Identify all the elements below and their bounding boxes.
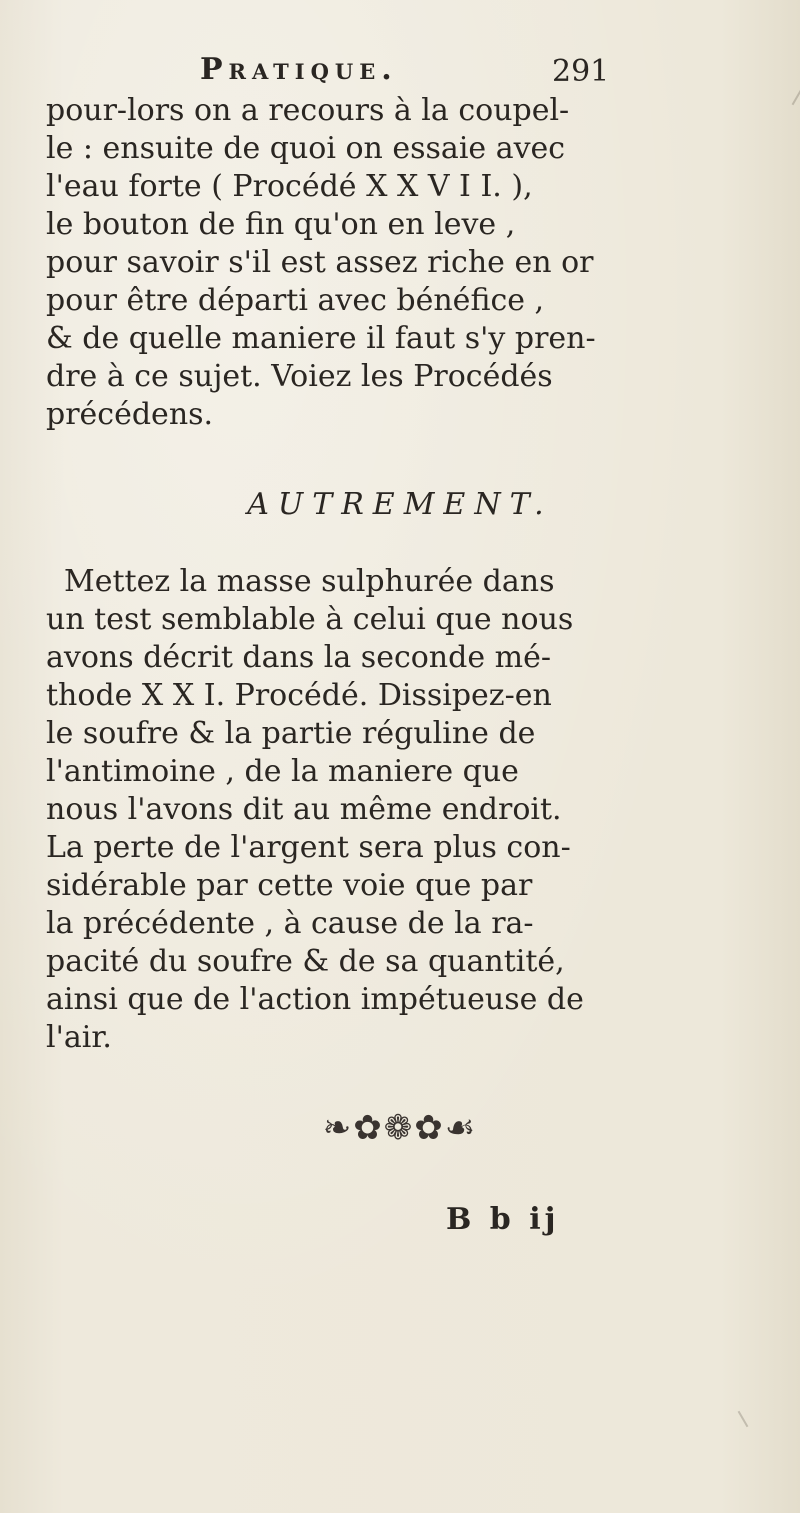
text-line: nous l'avons dit au même endroit. — [46, 792, 562, 827]
text-line: l'air. — [46, 1020, 112, 1055]
text-line: sidérable par cette voie que par — [46, 868, 533, 903]
paragraph-1 — [46, 92, 636, 434]
text-line: le soufre & la partie réguline de — [46, 716, 536, 751]
text-line: l'antimoine , de la maniere que — [46, 754, 519, 789]
running-title: Pratique. — [200, 52, 398, 87]
paper-blemish — [738, 1411, 749, 1428]
section-heading: AUTREMENT. — [247, 487, 553, 522]
page-number: 291 — [552, 54, 610, 89]
text-line: ainsi que de l'action impétueuse de — [46, 982, 584, 1017]
text-line: Mettez la masse sulphurée dans — [64, 564, 555, 599]
paragraph-2 — [46, 563, 636, 1057]
text-line: pacité du soufre & de sa quantité, — [46, 944, 565, 979]
text-line: le : ensuite de quoi on essaie avec — [46, 131, 566, 166]
text-line: pour savoir s'il est assez riche en or — [46, 245, 594, 280]
running-head — [0, 52, 800, 92]
text-line: un test semblable à celui que nous — [46, 602, 574, 637]
text-line: & de quelle maniere il faut s'y pren- — [46, 321, 596, 356]
text-line: La perte de l'argent sera plus con- — [46, 830, 571, 865]
text-line: dre à ce sujet. Voiez les Procédés — [46, 359, 553, 394]
text-line: pour-lors on a recours à la coupel- — [46, 93, 570, 128]
text-line: pour être départi avec bénéfice , — [46, 283, 545, 318]
text-line: thode X X I. Procédé. Dissipez-en — [46, 678, 552, 713]
text-line: précédens. — [46, 397, 214, 432]
text-line: le bouton de fin qu'on en leve , — [46, 207, 516, 242]
signature-mark: B b ij — [446, 1202, 560, 1237]
fleuron-ornament: ❧✿❁✿☙ — [322, 1108, 478, 1148]
text-line: l'eau forte ( Procédé X X V I I. ), — [46, 169, 533, 204]
text-line: avons décrit dans la seconde mé- — [46, 640, 551, 675]
text-line: la précédente , à cause de la ra- — [46, 906, 534, 941]
